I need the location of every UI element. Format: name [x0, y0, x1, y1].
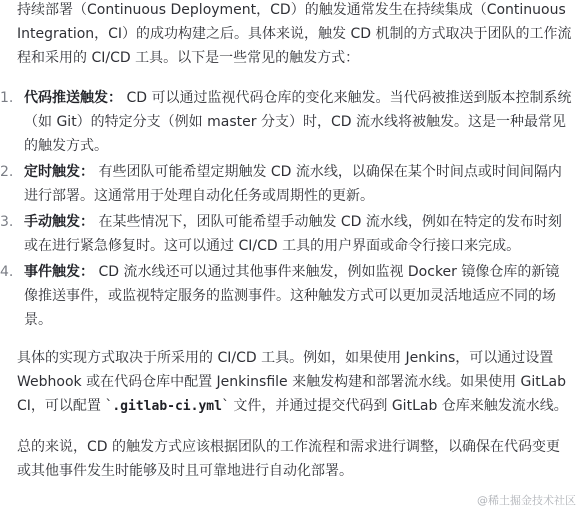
- list-item: [0, 160, 573, 208]
- watermark: @稀土掘金技术社区: [477, 494, 576, 507]
- list-item-number: 4.: [0, 264, 14, 280]
- inline-code-filename: .gitlab-ci.yml: [112, 399, 222, 414]
- list-item-number: 2.: [0, 164, 14, 180]
- implementation-text-before: 具体的实现方式取决于所采用的 CI/CD 工具。例如，如果使用 Jenkins，可以通过设置 Webhook 或在代码仓库中配置 Jenkinsfile 来触发构建和部署流水线。如果使用 GitLab CI，可以配置 `: [17, 350, 567, 414]
- list-item-term: 事件触发：: [24, 264, 94, 280]
- trigger-list: [0, 86, 573, 332]
- implementation-text-after: ` 文件，并通过提交代码到 GitLab 仓库来触发流水线。: [221, 398, 568, 414]
- list-item: [0, 210, 573, 258]
- list-item-text: CD 可以通过监视代码仓库的变化来触发。当代码被推送到版本控制系统（如 Git）的特定分支（例如 master 分支）时，CD 流水线将被触发。这是一种最常见的触发方式。: [24, 90, 572, 154]
- implementation-paragraph: [17, 346, 573, 419]
- list-item-term: 定时触发：: [24, 164, 94, 180]
- list-item: [0, 260, 573, 332]
- list-item-text: 在某些情况下，团队可能希望手动触发 CD 流水线，例如在特定的发布时刻或在进行紧急修复时。这可以通过 CI/CD 工具的用户界面或命令行接口来完成。: [24, 214, 562, 254]
- list-item-text: CD 流水线还可以通过其他事件来触发，例如监视 Docker 镜像仓库的新镜像推送事件，或监视特定服务的监测事件。这种触发方式可以更加灵活地适应不同的场景。: [24, 264, 560, 328]
- list-item-number: 3.: [0, 214, 14, 230]
- intro-paragraph: 持续部署（Continuous Deployment，CD）的触发通常发生在持续集成（Continuous Integration，CI）的成功构建之后。具体来说，触发 CD 机制的方式取决于团队的工作流程和采用的 CI/CD 工具。以下是一些常见的触发方式：: [17, 2, 572, 66]
- list-item: [0, 86, 573, 158]
- list-item-number: 1.: [0, 90, 14, 106]
- list-item-term: 代码推送触发：: [24, 90, 122, 106]
- list-item-term: 手动触发：: [24, 214, 94, 230]
- list-item-text: 有些团队可能希望定期触发 CD 流水线，以确保在某个时间点或时间间隔内进行部署。这通常用于处理自动化任务或周期性的更新。: [24, 164, 562, 204]
- summary-paragraph: 总的来说，CD 的触发方式应该根据团队的工作流程和需求进行调整，以确保在代码变更或其他事件发生时能够及时且可靠地进行自动化部署。: [17, 439, 561, 479]
